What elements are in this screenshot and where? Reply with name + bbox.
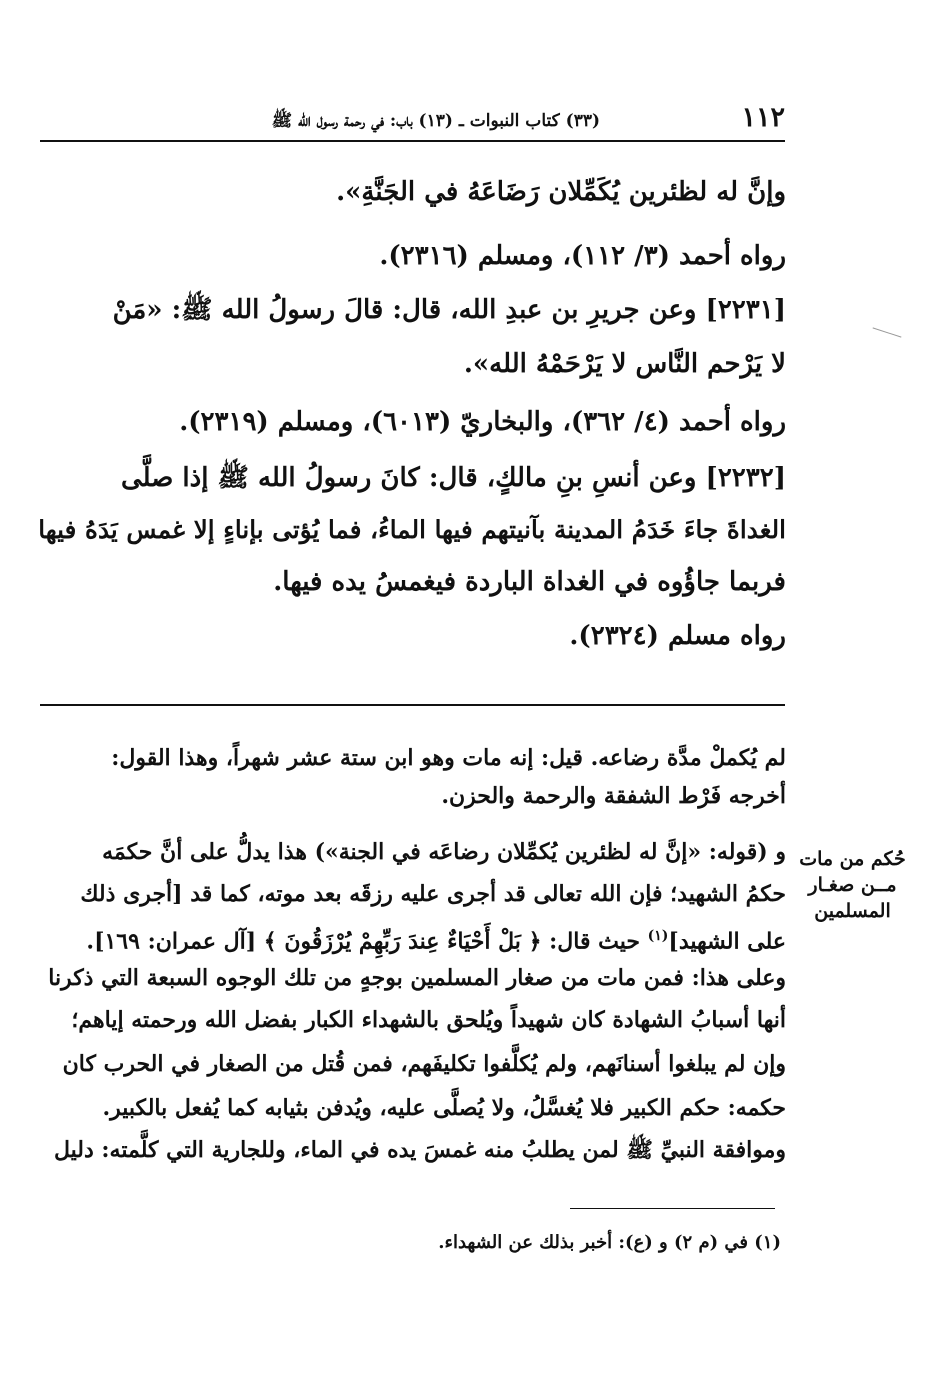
commentary-line <box>86 918 786 959</box>
hadith-line: لا يَرْحم النَّاس لا يَرْحَمْهُ الله». <box>463 349 786 379</box>
hadith-line: رواه مسلم (٢٣٢٤). <box>569 621 786 651</box>
hadith-line-text: [٢٢٣٢] وعن أنسِ بنِ مالكٍ، قال: كانَ رسولُ الله ﷺ إذا صلَّى <box>121 463 786 493</box>
hadith-line: رواه أحمد (٣/ ١١٢)، ومسلم (٢٣١٦). <box>379 241 786 271</box>
commentary-line: حكمُ الشهيد؛ فإن الله تعالى قد أجرى عليه رزقَه بعد موته، كما قد [أجرى ذلك <box>80 881 786 907</box>
commentary-line: أخرجه فَرْط الشفقة والرحمة والحزن. <box>441 783 786 809</box>
hadith-line: وإنَّ له لظئرين يُكَمِّلان رَضَاعَهُ في الجَنَّةِ». <box>336 177 786 207</box>
page-number: ١١٢ <box>741 102 785 133</box>
hadith-line: فربما جاؤُوه في الغداة الباردة فيغمسُ يده فيها. <box>273 567 786 597</box>
commentary-line: وعلى هذا: فمن مات من صغار المسلمين بوجهٍ من تلك الوجوه السبعة التي ذكرنا <box>48 965 786 991</box>
footnote: (١) في (م ٢) و (ع): أخبر بذلك عن الشهداء. <box>438 1232 781 1253</box>
margin-note-line: مــن صغـار <box>808 874 897 896</box>
commentary-line: وإن لم يبلغوا أسنانَهم، ولم يُكلَّفوا تكليفَهم، فمن قُتل من الصغار في الحرب كان <box>62 1051 786 1077</box>
commentary-text: حيث قال: ﴿ بَلْ أَحْيَاءٌ عِندَ رَبِّهِمْ يُرْزَقُونَ ﴾ [آل عمران: ١٦٩]. <box>86 928 648 955</box>
page-header <box>40 102 785 140</box>
commentary-text: على الشهيد] <box>668 928 786 955</box>
margin-note-line: حُكم من مات <box>799 848 906 870</box>
margin-note-line: المسلمين <box>814 900 891 922</box>
scan-mark <box>873 327 902 337</box>
hadith-line <box>40 290 786 330</box>
commentary-line: لم يُكملْ مدَّة رضاعه. قيل: إنه مات وهو ابن ستة عشر شهراً، وهذا القول: <box>111 745 786 771</box>
commentary-line: أنها أسبابُ الشهادة كان شهيداً ويُلحق بالشهداء الكبار بفضل الله ورحمته إياهم؛ <box>71 1007 786 1033</box>
hadith-line: الغداةَ جاءَ خَدَمُ المدينة بآنيتهم فيها الماءُ، فما يُؤتى بإناءٍ إلا غمس يَدَهُ فيها <box>38 515 786 544</box>
section-divider <box>40 704 785 706</box>
hadith-line: رواه أحمد (٤/ ٣٦٢)، والبخاريّ (٦٠١٣)، ومسلم (٢٣١٩). <box>179 407 786 437</box>
hadith-line-text: [٢٢٣١] وعن جريرِ بن عبدِ الله، قال: قالَ رسولُ الله ﷺ: «مَنْ <box>112 295 786 325</box>
running-title: (٣٣) كتاب النبوات ـ (١٣) باب: في رحمة رسول الله ﷺ <box>271 111 600 131</box>
hadith-line <box>40 458 786 498</box>
commentary-line: وموافقة النبيِّ ﷺ لمن يطلبُ منه غمسَ يده في الماء، وللجارية التي كلَّمته: دليل <box>53 1137 786 1163</box>
footnote-rule <box>570 1208 775 1209</box>
header-rule <box>40 140 785 142</box>
footnote-marker: (١) <box>647 928 669 944</box>
margin-note <box>795 846 910 924</box>
commentary-line: و (قوله: «إنَّ له لظئرين يُكمِّلان رضاعَه في الجنة») هذا يدلُّ على أنَّ حكمَه <box>102 839 786 865</box>
commentary-line: حكمه: حكم الكبير فلا يُغسَّلُ، ولا يُصلَّى عليه، ويُدفن بثيابه كما يُفعل بالكبير. <box>102 1095 786 1121</box>
